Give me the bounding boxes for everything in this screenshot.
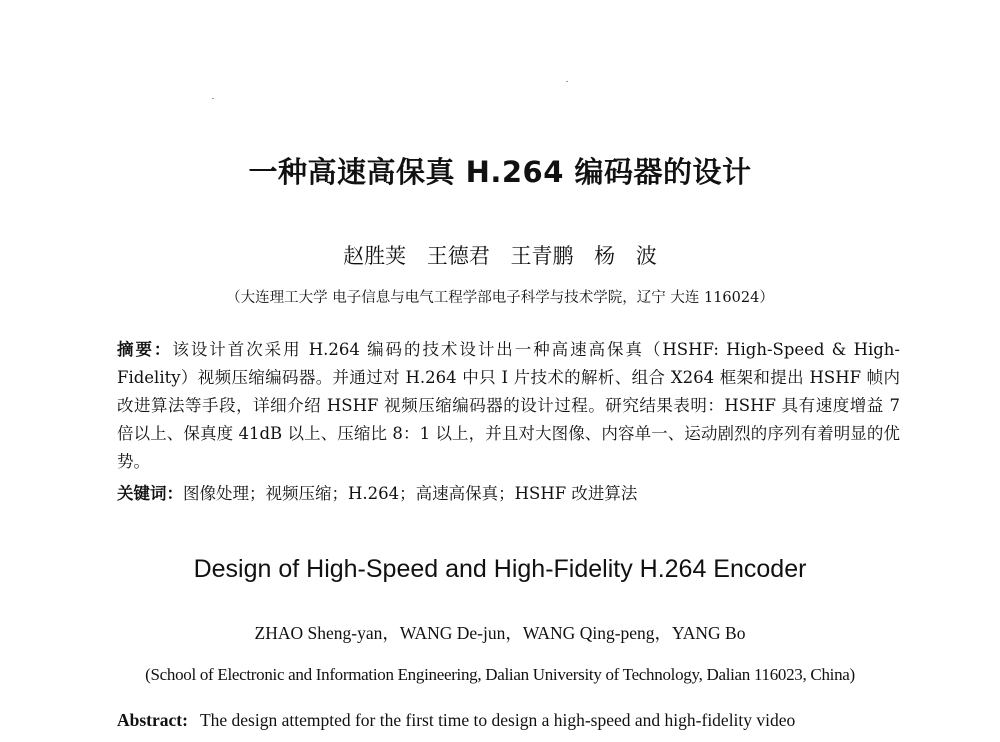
scan-speck [566,81,568,82]
scan-speck [212,98,214,99]
authors-en: ZHAO Sheng-yan，WANG De-jun，WANG Qing-peng，YANG Bo [254,623,746,643]
abstract-cn-text: 该设计首次采用 H.264 编码的技术设计出一种高速高保真（HSHF: High-Speed & High-Fidelity）视频压缩编码器。并通过对 H.264 中只 I 片技术的解析、组合 X264 框架和提出 HSHF 帧内改进算法等手段，详细介绍 HSHF 视频压缩编码器的设计过程。研究结果表明：HSHF 具有速度增益 7 倍以上、保真度 41dB 以上、压缩比 8：1 以上，并且对大图像、内容单一、运动剧烈的序列有着明显的优势。 [117,340,901,471]
abstract-en-label: Abstract: [117,710,188,730]
keywords-cn-text: 图像处理；视频压缩；H.264；高速高保真；HSHF 改进算法 [183,484,638,503]
abstract-cn [117,336,900,476]
keywords-cn-label: 关键词： [117,484,183,503]
abstract-en-text: The design attempted for the first time to design a high-speed and high-fidelity video [199,710,796,730]
paper-title-en: Design of High-Speed and High-Fidelity H.264 Encoder [193,555,807,583]
keywords-cn [117,480,900,508]
affiliation-en: (School of Electronic and Information Engineering, Dalian University of Technology, Dalian 116023, China) [145,665,855,684]
abstract-cn-label: 摘要： [117,340,173,359]
affiliation-cn: （大连理工大学 电子信息与电气工程学部电子科学与技术学院，辽宁 大连 116024） [226,290,774,306]
authors-cn: 赵胜荚 王德君 王青鹏 杨 波 [343,244,657,268]
abstract-en [117,710,917,731]
paper-title-cn: 一种高速高保真 H.264 编码器的设计 [248,155,752,189]
